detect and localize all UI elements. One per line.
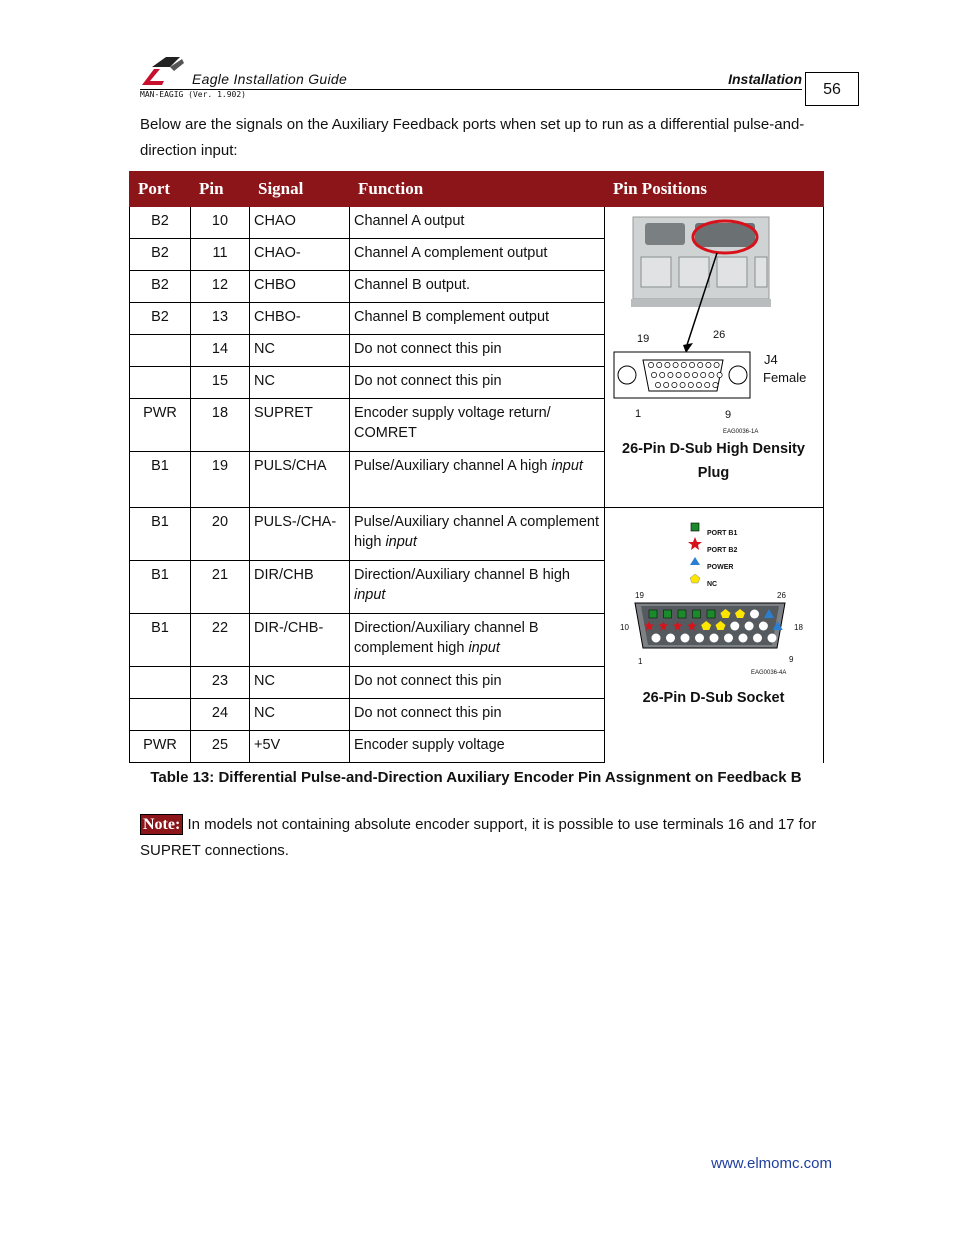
socket-pin-mark — [707, 610, 715, 618]
cell-signal: NC — [250, 667, 350, 699]
plug-pin-dot — [705, 382, 710, 387]
function-text: Do not connect this pin — [354, 341, 502, 357]
socket-figure — [605, 508, 823, 760]
function-text: Direction/Auxiliary channel B complement high — [354, 620, 539, 656]
cell-function — [350, 452, 605, 508]
cell-pin: 18 — [191, 399, 250, 452]
plug-pin-dot — [680, 382, 685, 387]
socket-pin-mark — [678, 610, 686, 618]
cell-signal: CHAO- — [250, 239, 350, 271]
plug-figure-code: EAG0036-1A — [723, 429, 759, 435]
cell-function — [350, 614, 605, 667]
socket-pin-mark — [724, 634, 733, 643]
cell-function — [350, 367, 605, 399]
cell-signal: CHBO — [250, 271, 350, 303]
socket-pin-10: 10 — [620, 623, 629, 632]
header-section: Installation — [728, 71, 802, 87]
socket-pin-mark — [681, 634, 690, 643]
socket-pin-mark — [730, 622, 739, 631]
function-text: Channel B output. — [354, 277, 471, 293]
cell-plug-image — [605, 207, 824, 508]
plug-pin-dot — [660, 372, 665, 377]
plug-figure — [605, 207, 823, 505]
function-text: Do not connect this pin — [354, 705, 502, 721]
socket-figure-code: EAG0036-4A — [751, 670, 787, 676]
socket-legend-b2: PORT B2 — [707, 547, 738, 554]
cell-port: B1 — [130, 508, 191, 561]
socket-pin-mark — [695, 634, 704, 643]
cell-port: B2 — [130, 239, 191, 271]
cell-signal: NC — [250, 699, 350, 731]
header-title: Eagle Installation Guide — [192, 71, 348, 87]
plug-pin-dot — [706, 362, 711, 367]
plug-pin-dot — [673, 362, 678, 367]
cell-port: B1 — [130, 561, 191, 614]
socket-pin-18: 18 — [794, 623, 803, 632]
cell-function — [350, 303, 605, 335]
plug-caption: 26-Pin D-Sub High Density Plug — [622, 441, 805, 481]
cell-port — [130, 367, 191, 399]
plug-pin-1: 1 — [635, 408, 642, 420]
plug-pin-dot — [717, 372, 722, 377]
cell-pin: 14 — [191, 335, 250, 367]
plug-pin-dot — [681, 362, 686, 367]
note-tag: Note: — [140, 814, 183, 835]
table-row — [130, 207, 824, 239]
cell-pin: 13 — [191, 303, 250, 335]
cell-pin: 20 — [191, 508, 250, 561]
cell-pin: 23 — [191, 667, 250, 699]
socket-pin-mark — [759, 622, 768, 631]
plug-pin-9: 9 — [725, 409, 732, 421]
plug-pin-dot — [672, 382, 677, 387]
intro-paragraph: Below are the signals on the Auxiliary Feedback ports when set up to run as a differential pulse-and-direction input: — [140, 116, 805, 159]
plug-pin-dot — [664, 382, 669, 387]
plug-pin-dot — [689, 362, 694, 367]
cell-pin: 19 — [191, 452, 250, 508]
cell-function — [350, 699, 605, 731]
cell-port: B1 — [130, 614, 191, 667]
cell-function — [350, 667, 605, 699]
footer-url[interactable]: www.elmomc.com — [711, 1155, 832, 1172]
socket-pin-26: 26 — [777, 591, 786, 600]
plug-pin-dot — [714, 362, 719, 367]
socket-pin-mark — [768, 634, 777, 643]
function-text: Pulse/Auxiliary channel A complement high — [354, 514, 600, 550]
socket-pin-1: 1 — [638, 657, 643, 666]
cell-port — [130, 667, 191, 699]
cell-socket-image — [605, 508, 824, 763]
cell-pin: 10 — [191, 207, 250, 239]
plug-pin-dot — [688, 382, 693, 387]
plug-pin-dot — [657, 362, 662, 367]
cell-function — [350, 239, 605, 271]
cell-function — [350, 399, 605, 452]
cell-port: B2 — [130, 271, 191, 303]
socket-pin-mark — [753, 634, 762, 643]
plug-pin-dot — [692, 372, 697, 377]
note-text: In models not containing absolute encoder support, it is possible to use terminals 16 and 17 for SUPRET connections. — [140, 816, 817, 859]
plug-pin-dot — [713, 382, 718, 387]
socket-pin-mark — [710, 634, 719, 643]
elmo-logo — [140, 55, 186, 89]
header-port: Port — [130, 172, 191, 207]
function-text: Do not connect this pin — [354, 373, 502, 389]
header-function: Function — [350, 172, 605, 207]
plug-pin-dot — [676, 372, 681, 377]
function-text: Channel A complement output — [354, 245, 548, 261]
cell-function — [350, 271, 605, 303]
table-caption: Table 13: Differential Pulse-and-Direction Auxiliary Encoder Pin Assignment on Feedback B — [150, 769, 802, 786]
cell-signal: CHBO- — [250, 303, 350, 335]
cell-function — [350, 335, 605, 367]
cell-signal: CHAO — [250, 207, 350, 239]
function-text: Encoder supply voltage — [354, 737, 505, 753]
function-text: Do not connect this pin — [354, 673, 502, 689]
cell-port — [130, 335, 191, 367]
cell-function — [350, 561, 605, 614]
table-header-row — [130, 172, 824, 207]
cell-pin: 15 — [191, 367, 250, 399]
function-text: Channel B complement output — [354, 309, 550, 325]
pin-table — [129, 171, 824, 763]
function-text: Encoder supply voltage return/ COMRET — [354, 405, 551, 441]
cell-signal: PULS-/CHA- — [250, 508, 350, 561]
header-doc-id: MAN-EAGIG (Ver. 1.902) — [140, 90, 246, 99]
plug-pin-26: 26 — [713, 329, 726, 341]
header-pin-positions: Pin Positions — [605, 172, 824, 207]
plug-pin-dot — [648, 362, 653, 367]
cell-signal: DIR-/CHB- — [250, 614, 350, 667]
socket-pin-mark — [666, 634, 675, 643]
plug-pin-dot — [651, 372, 656, 377]
cell-signal: NC — [250, 367, 350, 399]
cell-signal: PULS/CHA — [250, 452, 350, 508]
socket-legend-b1: PORT B1 — [707, 530, 738, 537]
cell-port: B2 — [130, 303, 191, 335]
function-emphasis: input — [551, 458, 583, 474]
header-pin: Pin — [191, 172, 250, 207]
cell-signal: DIR/CHB — [250, 561, 350, 614]
cell-pin: 12 — [191, 271, 250, 303]
note-paragraph — [140, 812, 835, 864]
plug-label-j4: J4 — [764, 352, 778, 367]
page-number: 56 — [805, 72, 859, 106]
cell-port — [130, 699, 191, 731]
cell-pin: 21 — [191, 561, 250, 614]
cell-pin: 11 — [191, 239, 250, 271]
cell-pin: 22 — [191, 614, 250, 667]
cell-function — [350, 207, 605, 239]
socket-pin-mark — [745, 622, 754, 631]
function-text: Direction/Auxiliary channel B high — [354, 567, 570, 583]
function-text: Channel A output — [354, 213, 465, 229]
cell-pin: 25 — [191, 731, 250, 763]
plug-pin-19: 19 — [637, 333, 650, 345]
header-signal: Signal — [250, 172, 350, 207]
plug-pin-dot — [698, 362, 703, 367]
cell-port: B1 — [130, 452, 191, 508]
table-row — [130, 508, 824, 561]
socket-pin-19: 19 — [635, 591, 644, 600]
function-text: Pulse/Auxiliary channel A high — [354, 458, 552, 474]
cell-signal: +5V — [250, 731, 350, 763]
socket-legend-nc: NC — [707, 581, 718, 588]
socket-pin-mark — [649, 610, 657, 618]
socket-pin-mark — [652, 634, 661, 643]
socket-pin-mark — [664, 610, 672, 618]
header-rule — [140, 89, 802, 90]
socket-pin-9: 9 — [789, 655, 794, 664]
socket-caption: 26-Pin D-Sub Socket — [642, 690, 785, 706]
plug-label-female: Female — [763, 370, 807, 385]
socket-pin-mark — [739, 634, 748, 643]
plug-pin-dot — [709, 372, 714, 377]
plug-diagram — [605, 207, 822, 437]
cell-port: B2 — [130, 207, 191, 239]
plug-pin-dot — [684, 372, 689, 377]
cell-function — [350, 508, 605, 561]
socket-legend-power: POWER — [707, 564, 734, 571]
cell-port: PWR — [130, 399, 191, 452]
function-emphasis: input — [468, 640, 500, 656]
function-emphasis: input — [354, 587, 386, 603]
cell-signal: SUPRET — [250, 399, 350, 452]
function-emphasis: input — [385, 534, 417, 550]
socket-pin-mark — [693, 610, 701, 618]
plug-pin-dot — [696, 382, 701, 387]
plug-pin-dot — [655, 382, 660, 387]
cell-function — [350, 731, 605, 763]
socket-pin-mark — [750, 610, 759, 619]
plug-pin-dot — [668, 372, 673, 377]
cell-signal: NC — [250, 335, 350, 367]
plug-pin-dot — [665, 362, 670, 367]
cell-port: PWR — [130, 731, 191, 763]
cell-pin: 24 — [191, 699, 250, 731]
plug-pin-dot — [701, 372, 706, 377]
